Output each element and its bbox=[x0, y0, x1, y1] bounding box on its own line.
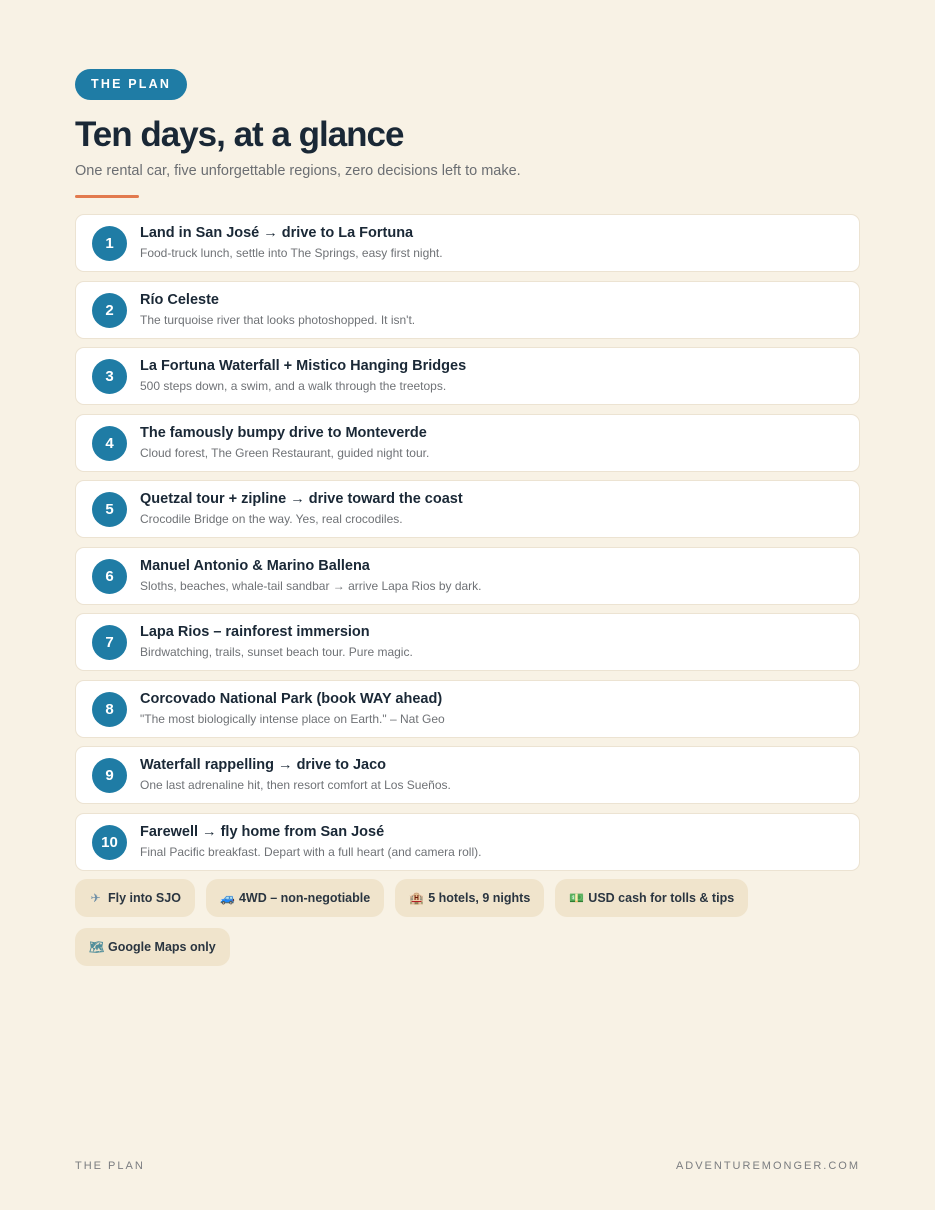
day-description: Food-truck lunch, settle into The Springs, easy first night. bbox=[140, 246, 443, 260]
day-number-badge: 3 bbox=[92, 359, 127, 394]
day-number-badge: 7 bbox=[92, 625, 127, 660]
itinerary-day-7 bbox=[75, 613, 860, 671]
tip-chip-label: 4WD – non-negotiable bbox=[238, 891, 371, 905]
day-title: The famously bumpy drive to Monteverde bbox=[140, 424, 427, 441]
tip-chip-label: Fly into SJO bbox=[108, 891, 181, 905]
day-title: Lapa Rios – rainforest immersion bbox=[140, 624, 370, 640]
itinerary-day-10 bbox=[75, 813, 860, 871]
day-description: "The most biologically intense place on Earth." – Nat Geo bbox=[140, 711, 445, 726]
day-title: Waterfall rappelling → drive to Jaco bbox=[140, 757, 387, 773]
day-title: Río Celeste bbox=[140, 291, 219, 308]
day-description: Sloths, beaches, whale-tail sandbar → arrive Lapa Rios by dark. bbox=[140, 578, 482, 593]
page-footer bbox=[75, 1160, 860, 1172]
tip-chip-hotels bbox=[395, 879, 544, 917]
day-description: Cloud forest, The Green Restaurant, guided night tour. bbox=[140, 445, 430, 460]
itinerary-day-6 bbox=[75, 547, 860, 605]
tip-chip-car bbox=[206, 879, 384, 917]
day-title: La Fortuna Waterfall + Mistico Hanging Bridges bbox=[140, 358, 467, 374]
day-title: Manuel Antonio & Marino Ballena bbox=[140, 557, 370, 574]
tip-chip-label: Google Maps only bbox=[108, 940, 216, 954]
day-number-badge: 8 bbox=[92, 692, 127, 727]
itinerary-day-5 bbox=[75, 480, 860, 538]
car-icon: 🚙 bbox=[219, 891, 235, 905]
day-description: 500 steps down, a swim, and a walk through the treetops. bbox=[140, 379, 447, 393]
itinerary-day-4 bbox=[75, 414, 860, 472]
itinerary-day-8 bbox=[75, 680, 860, 738]
day-description: Crocodile Bridge on the way. Yes, real crocodiles. bbox=[140, 512, 403, 526]
itinerary-list bbox=[75, 214, 860, 871]
day-number-badge: 1 bbox=[92, 226, 127, 261]
hotel-icon: 🏨 bbox=[409, 891, 425, 905]
day-title: Quetzal tour + zipline → drive toward the coast bbox=[140, 491, 463, 507]
map-icon: 🗺 bbox=[89, 940, 105, 954]
tip-chip-label: 5 hotels, 9 nights bbox=[428, 891, 531, 905]
footer-section-label: THE PLAN bbox=[75, 1160, 145, 1172]
cash-icon: 💵 bbox=[569, 891, 585, 905]
day-number-badge: 2 bbox=[92, 293, 127, 328]
day-description: Final Pacific breakfast. Depart with a full heart (and camera roll). bbox=[140, 844, 482, 859]
title-divider bbox=[75, 195, 139, 198]
day-title: Farewell → fly home from San José bbox=[140, 823, 385, 840]
day-description: The turquoise river that looks photoshopped. It isn't. bbox=[140, 312, 416, 327]
itinerary-day-1 bbox=[75, 214, 860, 272]
itinerary-day-3 bbox=[75, 347, 860, 405]
tip-chip-label: USD cash for tolls & tips bbox=[588, 891, 735, 905]
footer-site-url: ADVENTUREMONGER.COM bbox=[675, 1160, 860, 1172]
tips-chip-list bbox=[75, 879, 775, 977]
day-number-badge: 4 bbox=[92, 426, 127, 461]
airplane-icon: ✈ bbox=[90, 891, 101, 905]
plan-page bbox=[75, 69, 860, 977]
day-number-badge: 6 bbox=[92, 559, 127, 594]
day-title: Land in San José → drive to La Fortuna bbox=[140, 225, 414, 241]
tip-chip-cash bbox=[555, 879, 748, 917]
day-title: Corcovado National Park (book WAY ahead) bbox=[140, 690, 443, 707]
itinerary-day-9 bbox=[75, 746, 860, 804]
section-badge: THE PLAN bbox=[75, 69, 187, 100]
day-number-badge: 10 bbox=[92, 825, 127, 860]
day-number-badge: 9 bbox=[92, 758, 127, 793]
page-subtitle: One rental car, five unforgettable regions, zero decisions left to make. bbox=[75, 163, 521, 179]
page-title: Ten days, at a glance bbox=[75, 115, 404, 154]
day-number-badge: 5 bbox=[92, 492, 127, 527]
day-description: Birdwatching, trails, sunset beach tour. Pure magic. bbox=[140, 645, 413, 659]
day-description: One last adrenaline hit, then resort comfort at Los Sueños. bbox=[140, 778, 451, 792]
itinerary-day-2 bbox=[75, 281, 860, 339]
tip-chip-fly bbox=[75, 879, 195, 917]
tip-chip-maps bbox=[75, 928, 230, 966]
